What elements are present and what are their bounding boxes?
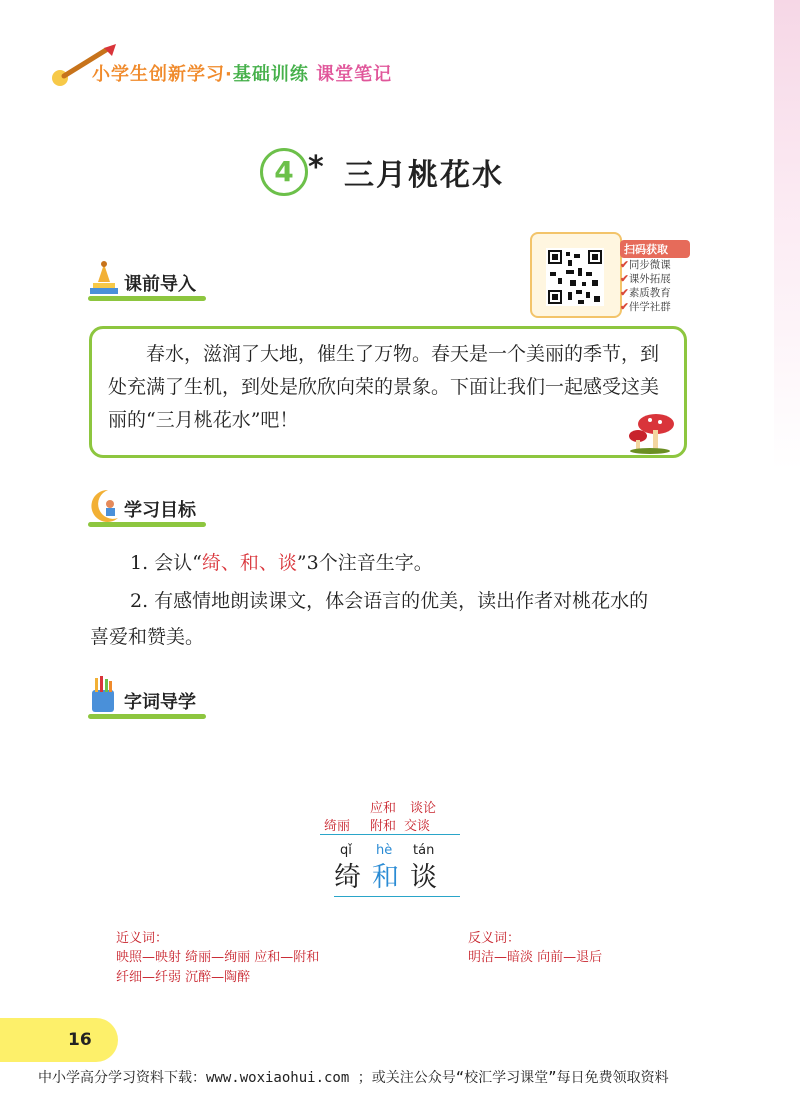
page-number: 16 (68, 1030, 92, 1050)
footer-text: 中小学高分学习资料下载：www.woxiaohui.com ；或关注公众号“校汇学习课堂”每日免费领取资料 (38, 1070, 669, 1086)
bell-icon (88, 260, 120, 296)
word-pair: 交谈 (404, 819, 431, 834)
word-pair: 应和 (370, 801, 397, 816)
section-heading-goals: 学习目标 (88, 494, 228, 524)
qr-item: ✔素质教育 (620, 287, 671, 299)
word-pair: 附和 (370, 819, 397, 834)
header-decoration (774, 0, 800, 470)
divider (320, 834, 460, 835)
qr-panel (620, 240, 690, 314)
char: 绮 (334, 862, 361, 893)
lesson-number: 4 (260, 148, 308, 196)
mushroom-icon (626, 408, 676, 454)
char: 和 (372, 862, 399, 893)
intro-text: 春水，滋润了大地，催生了万物。春天是一个美丽的季节，到处充满了生机，到处是欣欣向荣的景象。下面让我们一起感受这美丽的“三月桃花水”吧！ (108, 343, 660, 431)
qr-title: 扫码获取 (620, 240, 690, 258)
pencil-cup-icon (88, 676, 118, 714)
section-heading-words: 字词导学 (88, 686, 228, 716)
qr-code-icon[interactable] (546, 248, 604, 306)
word-pair: 绮丽 (324, 819, 351, 834)
antonyms-label: 反义词： (468, 931, 521, 946)
synonyms-label: 近义词： (116, 931, 169, 946)
qr-item: ✔同步微课 (620, 259, 671, 271)
synonyms-line: 纤细—纤弱 沉醉—陶醉 (116, 970, 251, 985)
pinyin: tán (413, 843, 435, 858)
qr-item: ✔伴学社群 (620, 301, 671, 313)
goal-item-2-cont: 喜爱和赞美。 (90, 626, 205, 648)
divider (334, 896, 460, 897)
word-pair: 谈论 (410, 801, 437, 816)
series-title: 小学生创新学习·基础训练 课堂笔记 (92, 64, 393, 85)
synonyms-line: 映照—映射 绮丽—绚丽 应和—附和 (116, 950, 320, 965)
goal-item-1: 1. 会认“绮、和、谈”3个注音生字。 (130, 552, 433, 574)
page-number-background (0, 1018, 118, 1062)
qr-item: ✔课外拓展 (620, 273, 671, 285)
antonyms-line: 明洁—暗淡 向前—退后 (468, 950, 603, 965)
pinyin: qǐ (340, 843, 352, 858)
moon-icon (88, 486, 122, 524)
lesson-star: * (308, 150, 324, 185)
goal-item-2: 2. 有感情地朗读课文，体会语言的优美，读出作者对桃花水的 (130, 590, 649, 612)
pinyin: hè (376, 843, 393, 858)
char: 谈 (410, 862, 437, 893)
lesson-title: 三月桃花水 (344, 158, 504, 193)
section-heading-intro: 课前导入 (88, 268, 228, 298)
